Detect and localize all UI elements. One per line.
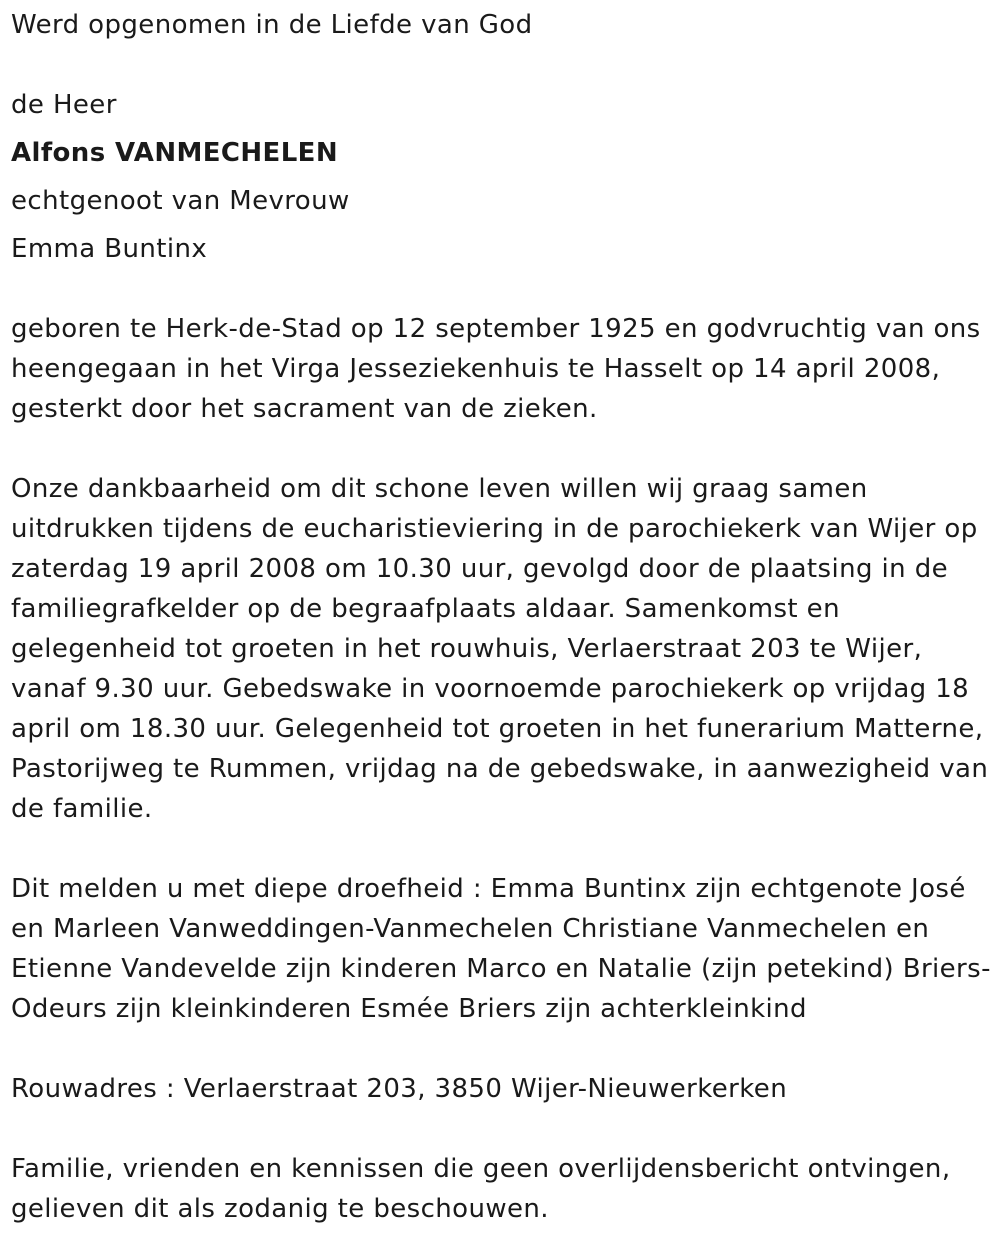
ceremony-line: Pastorijweg te Rummen, vrijdag na de gebedswake, in aanwezigheid van [11, 754, 989, 784]
ceremony-line: de familie. [11, 794, 153, 824]
closing-line: Familie, vrienden en kennissen die geen overlijdensbericht ontvingen, [11, 1154, 951, 1184]
deceased-name: Alfons VANMECHELEN [11, 138, 339, 168]
address-paragraph [11, 1069, 990, 1109]
intro-text: Werd opgenomen in de Liefde van God [11, 10, 533, 40]
ceremony-line: uitdrukken tijdens de eucharistieviering in de parochiekerk van Wijer op [11, 514, 978, 544]
family-line: Etienne Vandevelde zijn kinderen Marco en Natalie (zijn petekind) Briers- [11, 954, 991, 984]
ceremony-paragraph [11, 469, 990, 829]
family-line: en Marleen Vanweddingen-Vanmechelen Christiane Vanmechelen en [11, 914, 930, 944]
spouse-label: echtgenoot van Mevrouw [11, 186, 350, 216]
ceremony-line: vanaf 9.30 uur. Gebedswake in voornoemde parochiekerk op vrijdag 18 [11, 674, 970, 704]
mourning-address: Rouwadres : Verlaerstraat 203, 3850 Wijer-Nieuwerkerken [11, 1074, 788, 1104]
ceremony-line: april om 18.30 uur. Gelegenheid tot groeten in het funerarium Matterne, [11, 714, 984, 744]
ceremony-line: gelegenheid tot groeten in het rouwhuis, Verlaerstraat 203 te Wijer, [11, 634, 923, 664]
ceremony-line: zaterdag 19 april 2008 om 10.30 uur, gevolgd door de plaatsing in de [11, 554, 948, 584]
birth-line: geboren te Herk-de-Stad op 12 september 1925 en godvruchtig van ons [11, 314, 981, 344]
ceremony-line: familiegrafkelder op de begraafplaats aldaar. Samenkomst en [11, 594, 840, 624]
birth-line: heengegaan in het Virga Jesseziekenhuis te Hasselt op 14 april 2008, [11, 354, 941, 384]
family-line: Dit melden u met diepe droefheid : Emma Buntinx zijn echtgenote José [11, 874, 966, 904]
spouse-name: Emma Buntinx [11, 234, 208, 264]
closing-paragraph [11, 1149, 990, 1229]
closing-line: gelieven dit als zodanig te beschouwen. [11, 1194, 549, 1224]
family-line: Odeurs zijn kleinkinderen Esmée Briers zijn achterkleinkind [11, 994, 807, 1024]
family-paragraph [11, 869, 990, 1029]
ceremony-line: Onze dankbaarheid om dit schone leven willen wij graag samen [11, 474, 868, 504]
title-prefix: de Heer [11, 90, 117, 120]
birth-line: gesterkt door het sacrament van de zieken. [11, 394, 598, 424]
birth-paragraph [11, 309, 990, 429]
